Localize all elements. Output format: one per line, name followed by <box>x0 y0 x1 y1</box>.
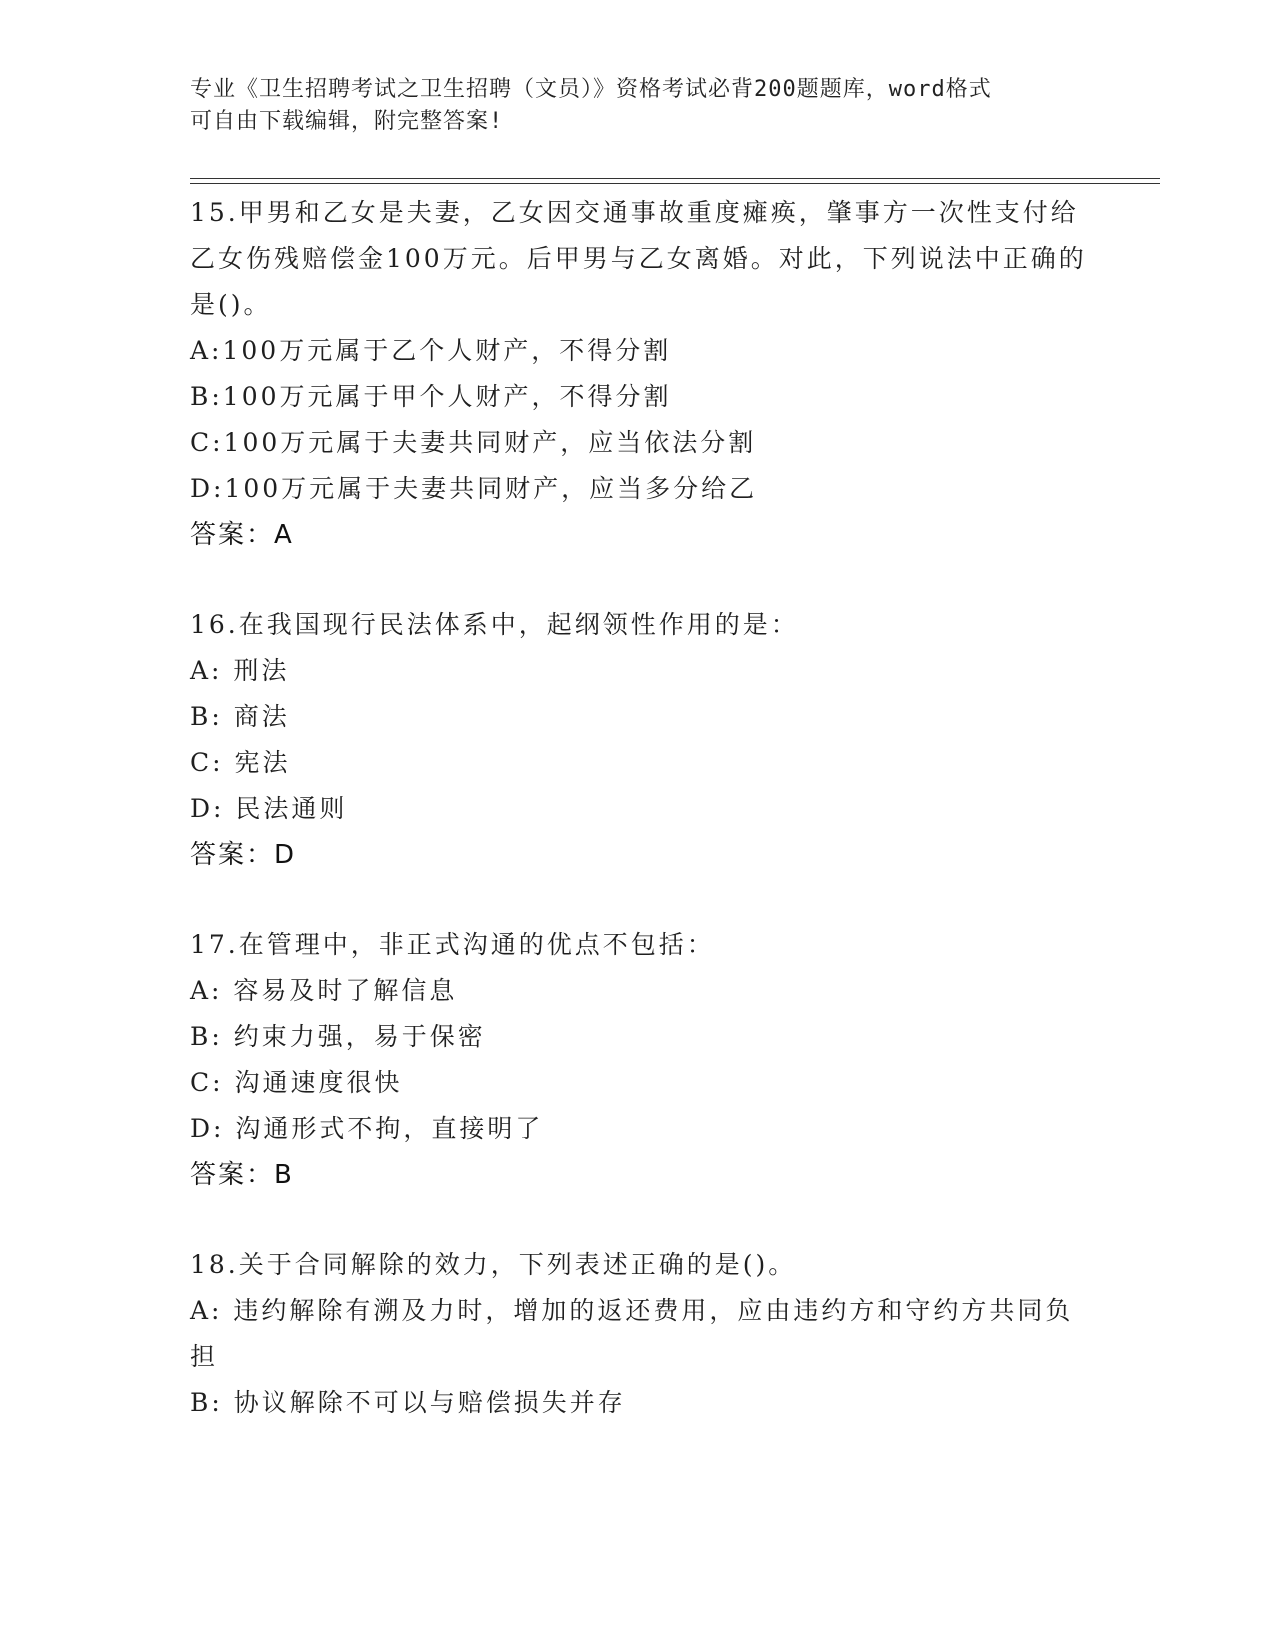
option-b: B:100万元属于甲个人财产，不得分割 <box>190 382 672 411</box>
option-a: A: 违约解除有溯及力时，增加的返还费用，应由违约方和守约方共同负担 <box>190 1296 1074 1371</box>
option-c: C: 沟通速度很快 <box>190 1068 403 1097</box>
option-d: D: 沟通形式不拘，直接明了 <box>190 1114 544 1143</box>
question-stem: 17.在管理中，非正式沟通的优点不包括： <box>190 930 715 959</box>
question-stem: 16.在我国现行民法体系中，起纲领性作用的是： <box>190 610 799 639</box>
question-stem: 18.关于合同解除的效力，下列表述正确的是()。 <box>190 1250 797 1279</box>
header-divider-top <box>190 178 1160 179</box>
question-list <box>190 190 1090 1470</box>
question-stem: 15.甲男和乙女是夫妻，乙女因交通事故重度瘫痪，肇事方一次性支付给乙女伤残赔偿金100万元。后甲男与乙女离婚。对此，下列说法中正确的是()。 <box>190 198 1087 319</box>
option-a: A:100万元属于乙个人财产，不得分割 <box>190 336 672 365</box>
answer-line: 答案：A <box>190 520 294 550</box>
option-b: B: 约束力强，易于保密 <box>190 1022 486 1051</box>
option-d: D: 民法通则 <box>190 794 348 823</box>
option-b: B: 商法 <box>190 702 290 731</box>
answer-line: 答案：D <box>190 840 297 870</box>
question-18 <box>190 1242 1090 1426</box>
option-c: C:100万元属于夫妻共同财产，应当依法分割 <box>190 428 757 457</box>
header-title-line-2: 可自由下载编辑，附完整答案! <box>190 109 504 134</box>
question-17 <box>190 922 1090 1198</box>
question-15 <box>190 190 1090 558</box>
option-a: A: 刑法 <box>190 656 290 685</box>
question-16 <box>190 602 1090 878</box>
option-b: B: 协议解除不可以与赔偿损失并存 <box>190 1388 626 1417</box>
header-title-line-1: 专业《卫生招聘考试之卫生招聘（文员）》资格考试必背200题题库，word格式 <box>190 77 992 102</box>
header-divider-bottom <box>190 183 1160 184</box>
option-d: D:100万元属于夫妻共同财产，应当多分给乙 <box>190 474 758 503</box>
option-a: A: 容易及时了解信息 <box>190 976 458 1005</box>
answer-line: 答案：B <box>190 1160 294 1190</box>
option-c: C: 宪法 <box>190 748 291 777</box>
document-header <box>190 74 1070 138</box>
